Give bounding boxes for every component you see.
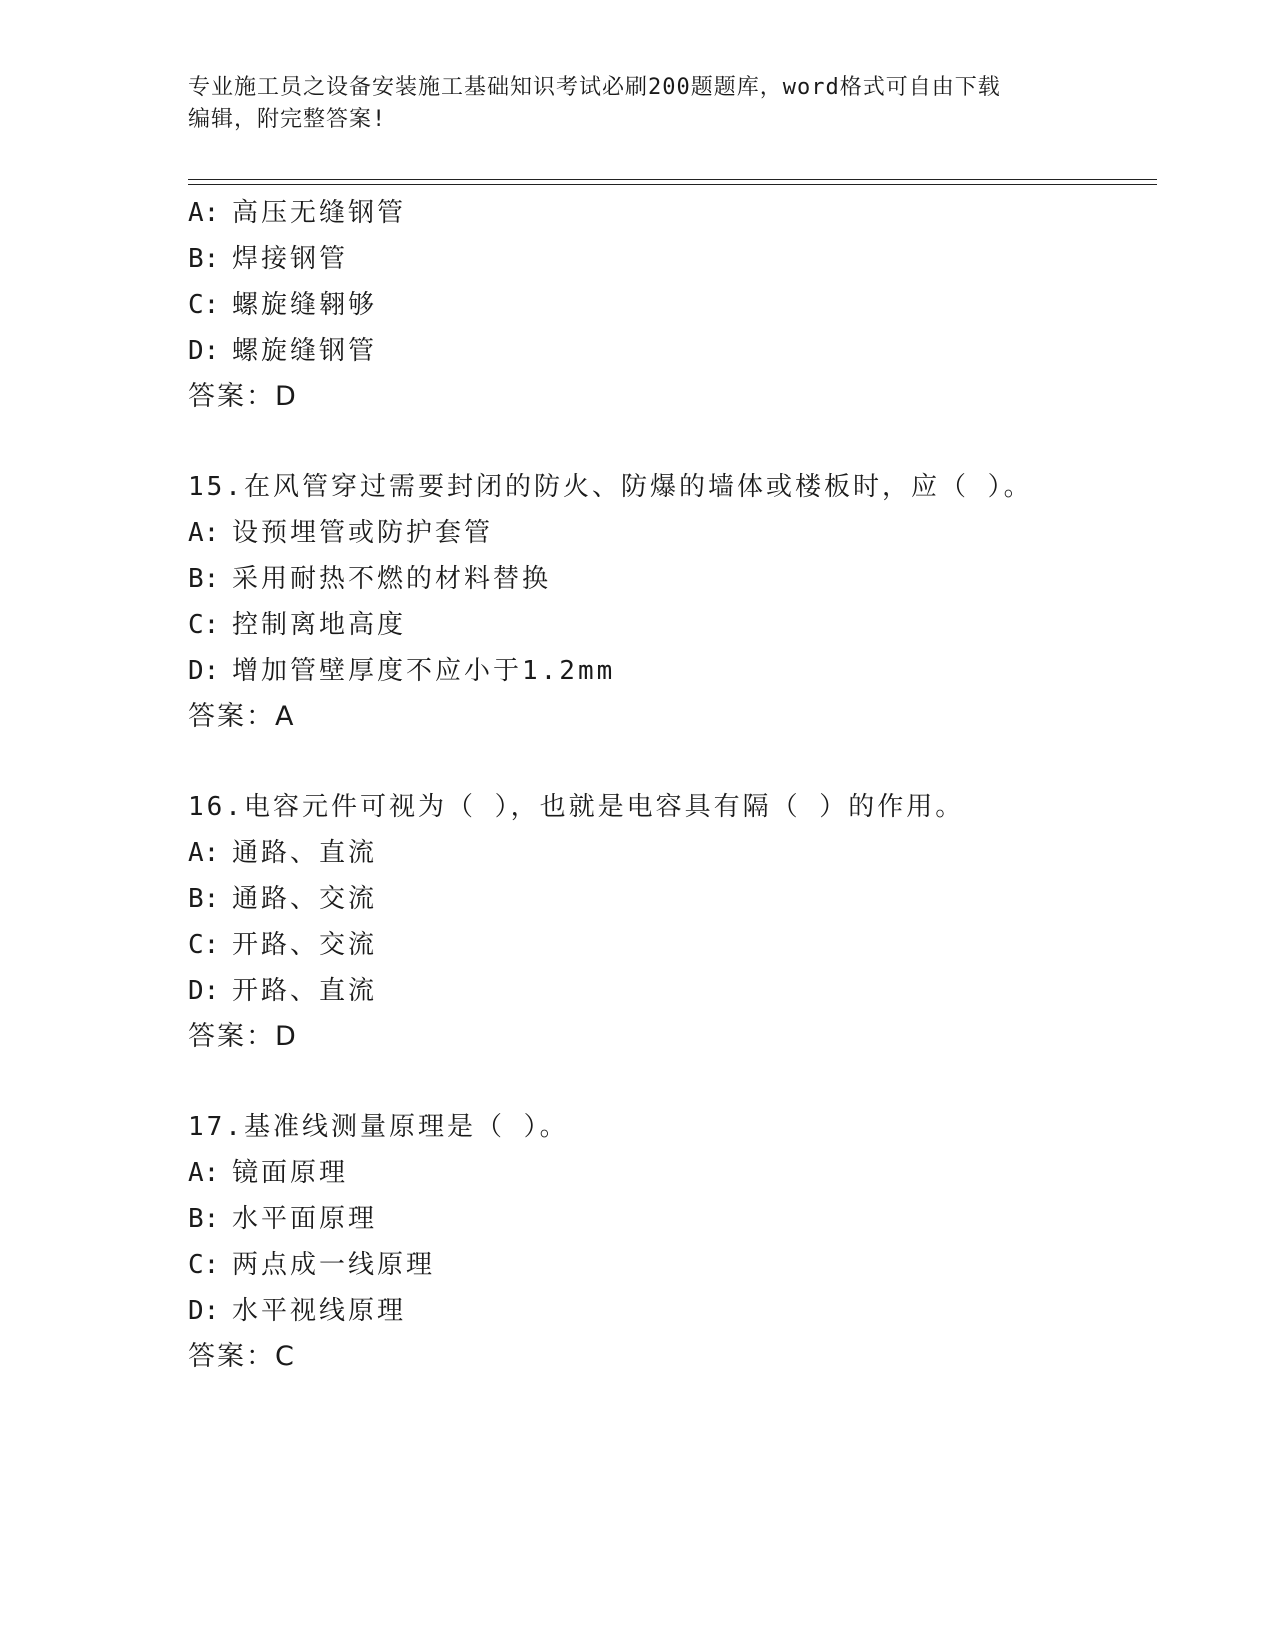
option-d: D: 螺旋缝钢管: [188, 336, 378, 366]
option-c: C: 两点成一线原理: [188, 1250, 436, 1280]
question-block: [188, 464, 1157, 740]
option-d: D: 增加管壁厚度不应小于1.2mm: [188, 656, 616, 686]
answer-line: 答案：D: [188, 381, 298, 412]
question-stem: 16.电容元件可视为（ ），也就是电容具有隔（ ）的作用。: [188, 792, 965, 822]
option-b: B: 焊接钢管: [188, 244, 349, 274]
option-a: A: 高压无缝钢管: [188, 198, 407, 228]
option-a: A: 通路、直流: [188, 838, 378, 868]
page-header: [188, 72, 1088, 136]
option-c: C: 开路、交流: [188, 930, 378, 960]
option-d: D: 水平视线原理: [188, 1296, 407, 1326]
header-title-line-2: 编辑，附完整答案!: [188, 107, 387, 132]
option-b: B: 采用耐热不燃的材料替换: [188, 564, 552, 594]
question-stem: 15.在风管穿过需要封闭的防火、防爆的墙体或楼板时，应（ ）。: [188, 472, 1033, 502]
option-b: B: 通路、交流: [188, 884, 378, 914]
answer-line: 答案：C: [188, 1341, 296, 1372]
question-block: [188, 784, 1157, 1060]
answer-line: 答案：A: [188, 701, 296, 732]
question-block: [188, 190, 1157, 420]
option-b: B: 水平面原理: [188, 1204, 378, 1234]
option-a: A: 设预埋管或防护套管: [188, 518, 494, 548]
header-divider: [188, 179, 1157, 185]
header-title-line-1: 专业施工员之设备安装施工基础知识考试必刷200题题库，word格式可自由下载: [188, 75, 1001, 100]
spacer: [188, 1060, 1157, 1104]
answer-line: 答案：D: [188, 1021, 298, 1052]
option-c: C: 控制离地高度: [188, 610, 407, 640]
option-c: C: 螺旋缝翱够: [188, 290, 378, 320]
option-d: D: 开路、直流: [188, 976, 378, 1006]
question-block: [188, 1104, 1157, 1380]
spacer: [188, 420, 1157, 464]
question-list: [188, 190, 1157, 1380]
spacer: [188, 740, 1157, 784]
option-a: A: 镜面原理: [188, 1158, 349, 1188]
question-stem: 17.基准线测量原理是（ ）。: [188, 1112, 569, 1142]
